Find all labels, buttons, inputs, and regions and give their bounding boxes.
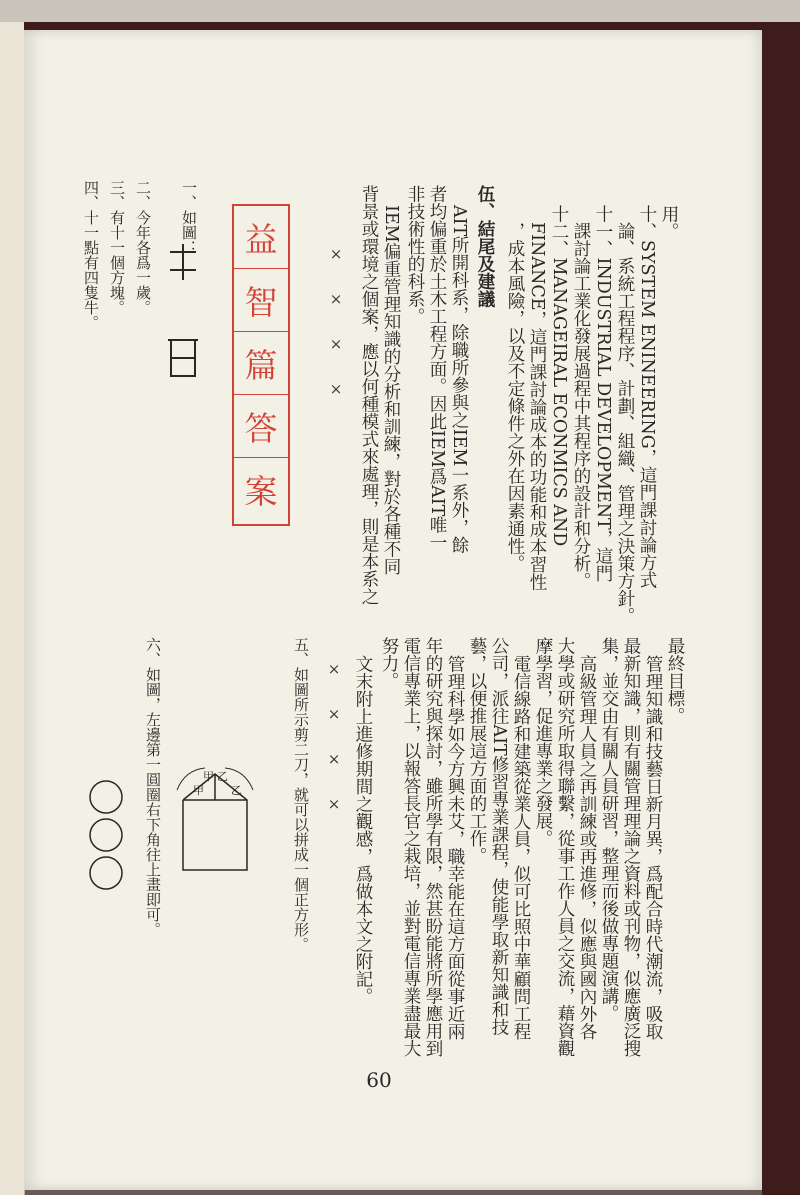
answer-title-char: 智 [234,269,288,332]
text-column: ，成本風險，以及不定條件之外在因素通性。 [505,222,525,572]
text-column: 努力。 [379,637,399,690]
text-column: FINANCE，這門課討論成本的功能和成本習性 [527,222,547,591]
book-binding-right [762,22,800,1195]
text-column: 十二、MANAGEIRAL ECONMICS AND [549,205,569,547]
answer-1-figure [158,240,208,390]
text-column: 論、系統工程程序、計劃、組織、管理之決策方針。 [615,222,635,625]
section-heading: 伍、結尾及建議 [475,185,495,308]
page-number: 60 [366,1068,392,1092]
text-column: 高級管理人員之再訓練或再進修，似應與國內外各 [577,655,597,1040]
top-strip [0,0,800,22]
separator-marks: × × × × [325,660,343,819]
separator-marks: × × × × [327,245,345,404]
text-column: 十、SYSTEM ENINEERING，這門課討論方式 [637,205,657,589]
answer-4: 四、十一點有四隻牛。 [82,180,100,330]
text-column: 非技術性的科系。 [405,185,425,325]
text-column: 電信線路和建築從業人員，似可比照中華顧問工程 [511,655,531,1040]
text-column: 公司，派往AIT修習專業課程，使能學取新知識和技 [489,637,509,1036]
previous-page-edge [0,22,25,1195]
fig-label: 乙 [231,784,242,797]
text-column: 大學或研究所取得聯繫，從事工作人員之交流，藉資觀 [555,637,575,1057]
text-column: 最終目標。 [665,637,685,725]
text-column: 者均偏重於土木工程方面。因此IEM爲AIT唯一 [427,185,447,552]
text-column: 十一、INDUSTRIAL DEVELOPMENT，這門 [593,205,613,583]
text-column: AIT所開科系，除職所參與之IEM一系外，餘 [449,205,469,554]
answer-2: 二、今年各爲一歲。 [134,180,152,315]
text-column: 摩學習，促進專業之發展。 [533,637,553,847]
fig-label: 甲 [193,784,204,797]
text-column: 最新知識，則有關管理理論之資料或刊物，似應廣泛搜 [621,637,641,1057]
text-column: 文末附上進修期間之觀感，爲做本文之附記。 [353,655,373,1005]
text-column: 藝，以便推展這方面的工作。 [467,637,487,865]
answer-title-box [232,204,290,526]
answer-3: 三、有十一個方塊。 [108,180,126,315]
text-column: 管理知識和技藝日新月異，爲配合時代潮流，吸取 [643,655,663,1040]
answer-1: 一、如圖： [180,180,198,255]
fig-label: 乙 [217,770,228,783]
answer-6: 六、如圖，左邊第一圓圈右下角往上畫即可。 [144,637,162,937]
fig-label: 甲 [203,770,214,783]
answer-title-char: 案 [244,472,278,511]
text-column: 集，並交由有關人員研習，整理而後做專題演講。 [599,637,619,1022]
answer-title-char: 篇 [234,332,288,395]
text-column: 課討論工業化發展過程中其程序的設計和分析。 [571,222,591,590]
text-column: 年的研究與探討，雖所學有限，然甚盼能將所學應用到 [423,637,443,1057]
answer-5-figure [165,760,265,880]
answer-title-char: 答 [234,395,288,458]
text-column: 管理科學如今方興未艾，職幸能在這方面從事近兩 [445,655,465,1040]
text-column: IEM偏重管理知識的分析和訓練，對於各種不同 [381,205,401,576]
answer-title-char: 益 [234,206,288,269]
answer-5: 五、如圖所示剪二刀，就可以拼成一個正方形。 [292,637,310,952]
answer-6-figure [86,775,126,895]
text-column: 電信專業上，以報答長官之栽培，並對電信專業盡最大 [401,637,421,1057]
text-column: 背景或環境之個案，應以何種模式來處理，則是本系之 [359,185,379,605]
text-column: 用。 [659,205,679,240]
